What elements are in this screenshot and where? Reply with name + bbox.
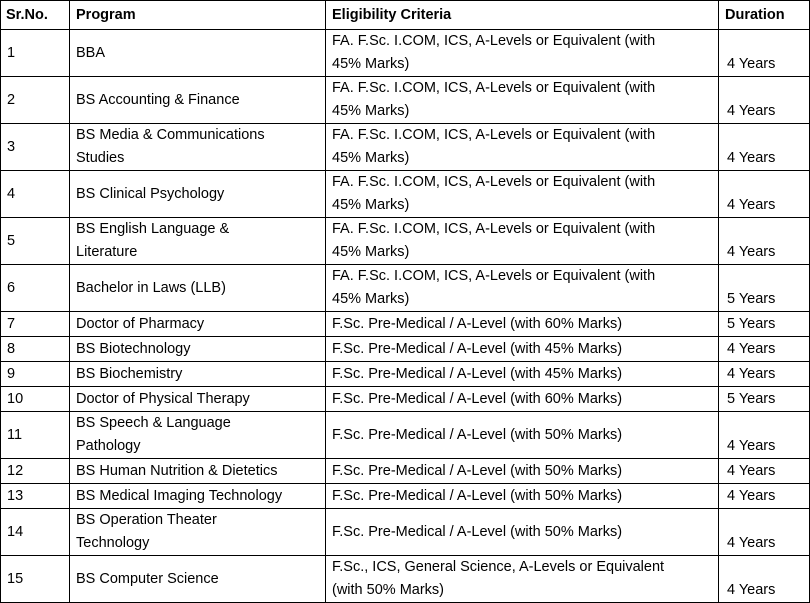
header-eligibility: Eligibility Criteria bbox=[326, 1, 719, 30]
eligibility-cell: F.Sc. Pre-Medical / A-Level (with 50% Marks) bbox=[326, 484, 719, 509]
eligibility-cell: F.Sc. Pre-Medical / A-Level (with 60% Marks) bbox=[326, 387, 719, 412]
duration-cell: 4 Years bbox=[719, 484, 810, 509]
sr-no-cell: 5 bbox=[1, 218, 70, 265]
program-cell: BBA bbox=[70, 30, 326, 77]
program-cell: BS Biochemistry bbox=[70, 362, 326, 387]
duration-cell: 5 Years bbox=[719, 387, 810, 412]
duration-cell: 5 Years bbox=[719, 312, 810, 337]
sr-no-cell: 3 bbox=[1, 124, 70, 171]
table-row bbox=[1, 509, 810, 556]
header-duration: Duration bbox=[719, 1, 810, 30]
duration-cell: 4 Years bbox=[719, 124, 810, 171]
eligibility-cell: F.Sc. Pre-Medical / A-Level (with 45% Marks) bbox=[326, 337, 719, 362]
header-program: Program bbox=[70, 1, 326, 30]
eligibility-cell: F.Sc., ICS, General Science, A-Levels or Equivalent (with 50% Marks) bbox=[326, 556, 719, 603]
program-cell: BS Media & Communications Studies bbox=[70, 124, 326, 171]
header-row bbox=[1, 1, 810, 30]
duration-cell: 4 Years bbox=[719, 337, 810, 362]
program-cell: Doctor of Physical Therapy bbox=[70, 387, 326, 412]
eligibility-cell: FA. F.Sc. I.COM, ICS, A-Levels or Equivalent (with 45% Marks) bbox=[326, 124, 719, 171]
eligibility-cell: FA. F.Sc. I.COM, ICS, A-Levels or Equivalent (with 45% Marks) bbox=[326, 218, 719, 265]
program-cell: BS Speech & Language Pathology bbox=[70, 412, 326, 459]
program-cell: BS Medical Imaging Technology bbox=[70, 484, 326, 509]
table-row bbox=[1, 484, 810, 509]
eligibility-cell: F.Sc. Pre-Medical / A-Level (with 50% Marks) bbox=[326, 412, 719, 459]
duration-cell: 4 Years bbox=[719, 77, 810, 124]
duration-cell: 4 Years bbox=[719, 171, 810, 218]
duration-cell: 4 Years bbox=[719, 509, 810, 556]
sr-no-cell: 4 bbox=[1, 171, 70, 218]
eligibility-cell: FA. F.Sc. I.COM, ICS, A-Levels or Equivalent (with 45% Marks) bbox=[326, 77, 719, 124]
table-row bbox=[1, 337, 810, 362]
table-row bbox=[1, 412, 810, 459]
eligibility-cell: F.Sc. Pre-Medical / A-Level (with 60% Marks) bbox=[326, 312, 719, 337]
table-row bbox=[1, 218, 810, 265]
duration-cell: 4 Years bbox=[719, 218, 810, 265]
eligibility-cell: FA. F.Sc. I.COM, ICS, A-Levels or Equivalent (with 45% Marks) bbox=[326, 171, 719, 218]
program-cell: BS Accounting & Finance bbox=[70, 77, 326, 124]
program-cell: BS Clinical Psychology bbox=[70, 171, 326, 218]
sr-no-cell: 14 bbox=[1, 509, 70, 556]
table-row bbox=[1, 124, 810, 171]
sr-no-cell: 8 bbox=[1, 337, 70, 362]
table-row bbox=[1, 77, 810, 124]
duration-cell: 4 Years bbox=[719, 362, 810, 387]
duration-cell: 4 Years bbox=[719, 459, 810, 484]
table-row bbox=[1, 312, 810, 337]
table-row bbox=[1, 362, 810, 387]
eligibility-cell: FA. F.Sc. I.COM, ICS, A-Levels or Equivalent (with 45% Marks) bbox=[326, 30, 719, 77]
duration-cell: 4 Years bbox=[719, 412, 810, 459]
sr-no-cell: 13 bbox=[1, 484, 70, 509]
eligibility-cell: FA. F.Sc. I.COM, ICS, A-Levels or Equivalent (with 45% Marks) bbox=[326, 265, 719, 312]
sr-no-cell: 7 bbox=[1, 312, 70, 337]
program-cell: BS Human Nutrition & Dietetics bbox=[70, 459, 326, 484]
table-row bbox=[1, 265, 810, 312]
table-row bbox=[1, 171, 810, 218]
sr-no-cell: 12 bbox=[1, 459, 70, 484]
program-cell: BS Biotechnology bbox=[70, 337, 326, 362]
table-row bbox=[1, 459, 810, 484]
program-cell: BS Operation Theater Technology bbox=[70, 509, 326, 556]
table-row bbox=[1, 387, 810, 412]
duration-cell: 4 Years bbox=[719, 30, 810, 77]
table-row bbox=[1, 556, 810, 603]
eligibility-cell: F.Sc. Pre-Medical / A-Level (with 50% Marks) bbox=[326, 459, 719, 484]
sr-no-cell: 10 bbox=[1, 387, 70, 412]
sr-no-cell: 2 bbox=[1, 77, 70, 124]
sr-no-cell: 11 bbox=[1, 412, 70, 459]
table-row bbox=[1, 30, 810, 77]
eligibility-cell: F.Sc. Pre-Medical / A-Level (with 50% Marks) bbox=[326, 509, 719, 556]
sr-no-cell: 9 bbox=[1, 362, 70, 387]
program-cell: Bachelor in Laws (LLB) bbox=[70, 265, 326, 312]
header-sr-no: Sr.No. bbox=[1, 1, 70, 30]
program-cell: Doctor of Pharmacy bbox=[70, 312, 326, 337]
eligibility-cell: F.Sc. Pre-Medical / A-Level (with 45% Marks) bbox=[326, 362, 719, 387]
sr-no-cell: 15 bbox=[1, 556, 70, 603]
program-cell: BS Computer Science bbox=[70, 556, 326, 603]
duration-cell: 5 Years bbox=[719, 265, 810, 312]
program-cell: BS English Language & Literature bbox=[70, 218, 326, 265]
sr-no-cell: 1 bbox=[1, 30, 70, 77]
sr-no-cell: 6 bbox=[1, 265, 70, 312]
duration-cell: 4 Years bbox=[719, 556, 810, 603]
